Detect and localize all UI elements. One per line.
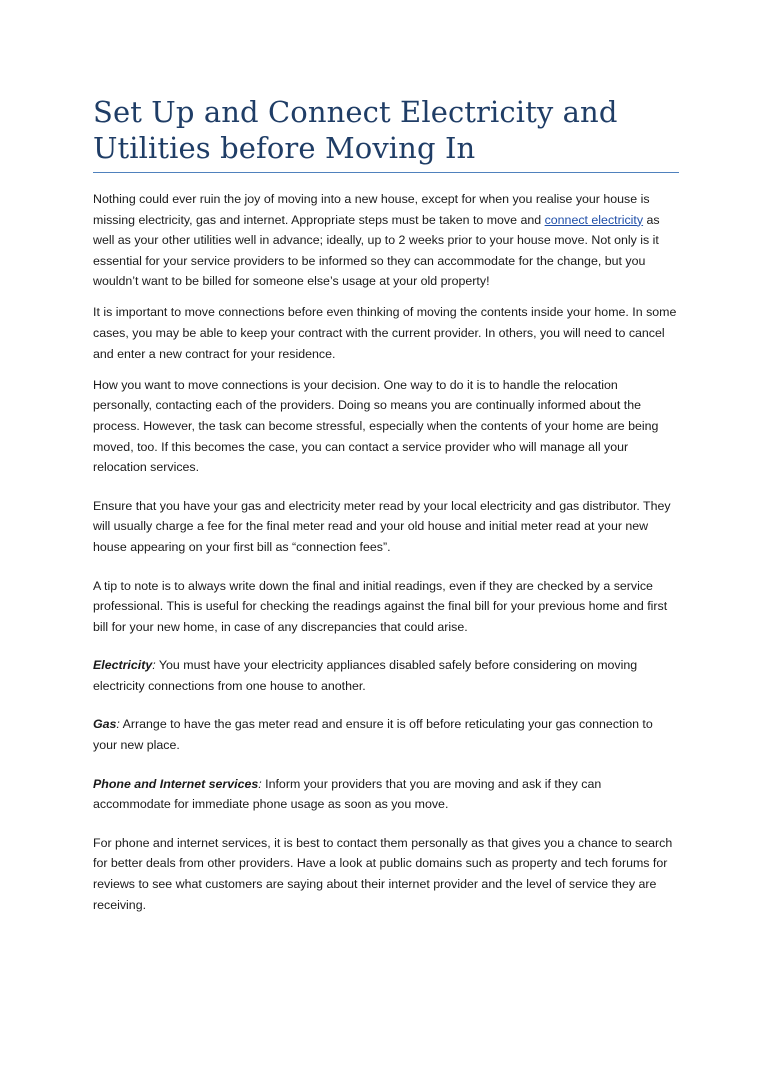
paragraph-meter-read: Ensure that you have your gas and electricity meter read by your local electricity and gas distributor. They will usually charge a fee for the final meter read and your old house and initial meter read at your new house appearing on your first bill as “connection fees”.	[93, 498, 671, 554]
paragraph-intro-text-after: as well as your other utilities well in advance; ideally, up to 2 weeks prior to your house move. Not only is it essential for your service providers to be informed so they can accommodate for the change, but you wouldn’t want to be billed for someone else’s usage at your old property!	[93, 212, 660, 289]
paragraph-gas	[93, 714, 679, 755]
page-title	[93, 94, 679, 173]
paragraph-tip: A tip to note is to always write down the final and initial readings, even if they are checked by a service professional. This is useful for checking the readings against the final bill for your previous home and first bill for your new home, in case of any discrepancies that could arise.	[93, 578, 668, 634]
gas-text: Arrange to have the gas meter read and ensure it is off before reticulating your gas connection to your new place.	[93, 717, 653, 753]
paragraph-intro-text-before: Nothing could ever ruin the joy of moving into a new house, except for when you realise your house is missing electricity, gas and internet. Appropriate steps must be taken to move and	[93, 192, 650, 227]
phone-internet-label: Phone and Internet services	[93, 776, 259, 791]
paragraph-electricity	[93, 655, 679, 696]
paragraph-move-connections: It is important to move connections before even thinking of moving the contents inside your home. In some cases, you may be able to keep your contract with the current provider. In others, you will need to cancel and enter a new contract for your residence.	[93, 305, 677, 361]
phone-internet-colon: :	[258, 776, 262, 791]
gas-label: Gas	[93, 717, 117, 732]
paragraph-decision: How you want to move connections is your decision. One way to do it is to handle the relocation personally, contacting each of the providers. Doing so means you are continually informed about the process. However, the task can become stressful, especially when the contents of your home are being moved, too. If this becomes the case, you can contact a service provider who will manage all your relocation services.	[93, 377, 659, 475]
document-body	[93, 189, 679, 915]
connect-electricity-link[interactable]: connect electricity	[544, 212, 644, 227]
electricity-text: You must have your electricity appliances disabled safely before considering on moving electricity connections from one house to another.	[93, 658, 638, 693]
document-page	[93, 94, 679, 926]
paragraph-intro	[93, 189, 679, 292]
electricity-label: Electricity	[93, 658, 153, 673]
page-title-line-1: Set Up and Connect Electricity and	[93, 95, 618, 129]
paragraph-better-deals: For phone and internet services, it is best to contact them personally as that gives you a chance to search for better deals from other providers. Have a look at public domains such as property and tech forums for reviews to see what customers are saying about their internet provider and the level of service they are receiving.	[93, 835, 673, 912]
page-title-line-2: Utilities before Moving In	[93, 131, 476, 165]
phone-internet-text: Inform your providers that you are moving and ask if they can accommodate for immediate phone usage as soon as you move.	[93, 776, 602, 812]
gas-colon: :	[116, 717, 120, 732]
paragraph-phone-internet	[93, 774, 679, 815]
electricity-colon: :	[152, 658, 156, 673]
